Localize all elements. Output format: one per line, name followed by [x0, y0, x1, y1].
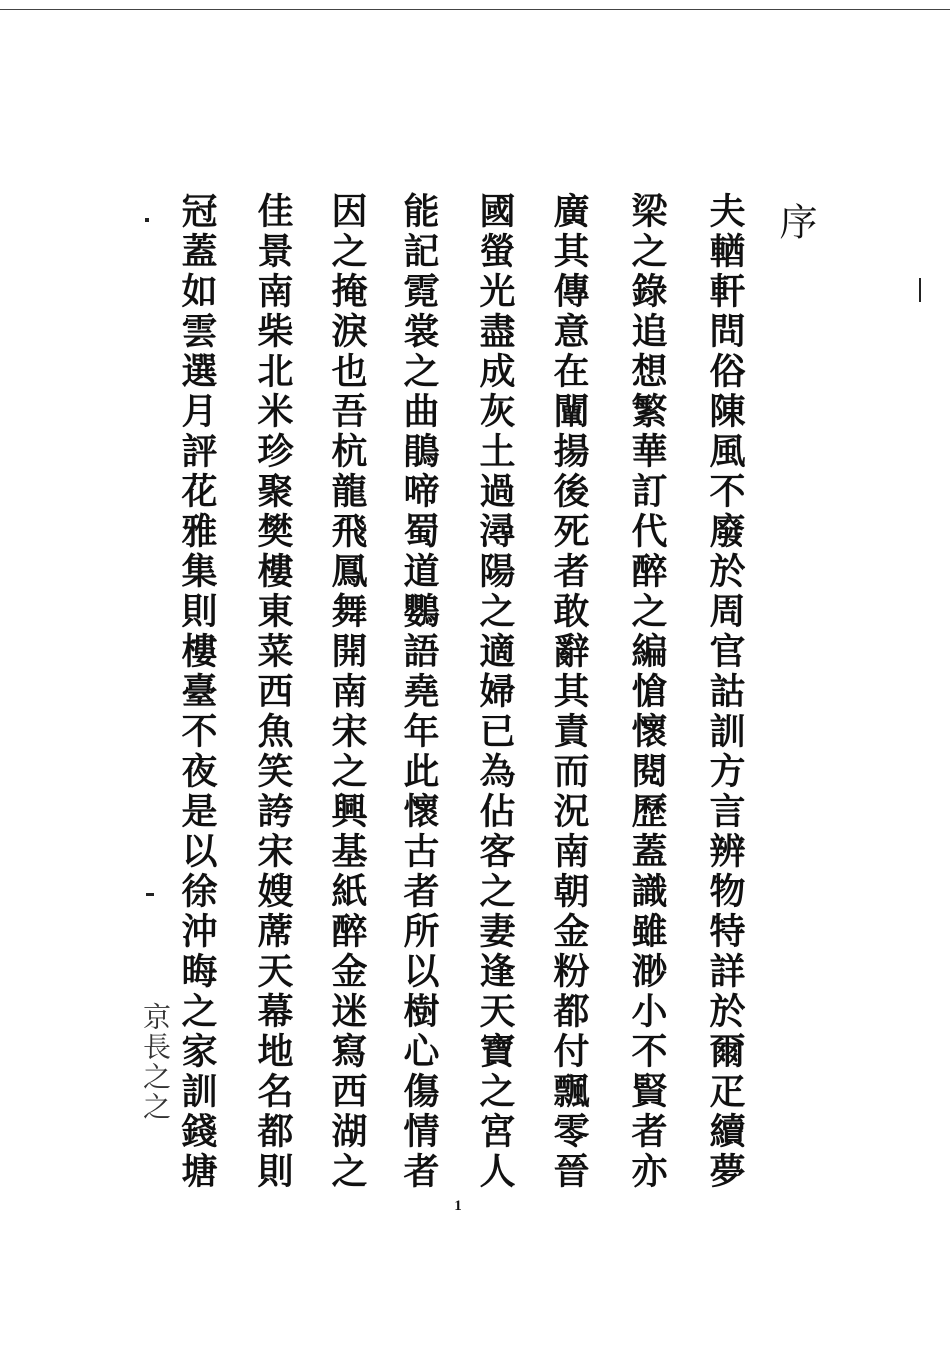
- preface-title: 序: [773, 202, 817, 244]
- ink-speck: [145, 218, 149, 222]
- text-column-3: 廣其傳意在闡揚後死者敢辭其責而況南朝金粉都付飄零晉: [548, 192, 590, 1192]
- top-rule: [0, 9, 950, 10]
- ink-speck: [146, 893, 154, 896]
- margin-fragment: 京長之之: [139, 1002, 172, 1122]
- text-column-5: 能記霓裳之曲鵑啼蜀道鸚語堯年此懷古者所以樹心傷情者: [398, 192, 440, 1192]
- text-column-1: 夫輶軒問俗陳風不廢於周官詁訓方言辨物特詳於爾疋續夢: [704, 192, 746, 1192]
- text-column-6: 因之掩淚也吾杭龍飛鳳舞開南宋之興基紙醉金迷寫西湖之: [326, 192, 368, 1192]
- preface-text-block: [128, 192, 848, 1192]
- page-number: 1: [454, 1198, 462, 1214]
- text-column-8: 冠蓋如雲選月評花雅集則樓臺不夜是以徐沖晦之家訓錢塘: [176, 192, 218, 1192]
- text-column-2: 梁之錄追想繁華訂代醉之編愴懷閱歷蓋識雖渺小不賢者亦: [626, 192, 668, 1192]
- text-column-7: 佳景南柴北米珍聚樊樓東菜西魚笑誇宋嫂蓆天幕地名都則: [252, 192, 294, 1192]
- scan-mark: [919, 278, 921, 302]
- text-column-4: 國螢光盡成灰土過潯陽之適婦已為佔客之妻逢天寶之宮人: [474, 192, 516, 1192]
